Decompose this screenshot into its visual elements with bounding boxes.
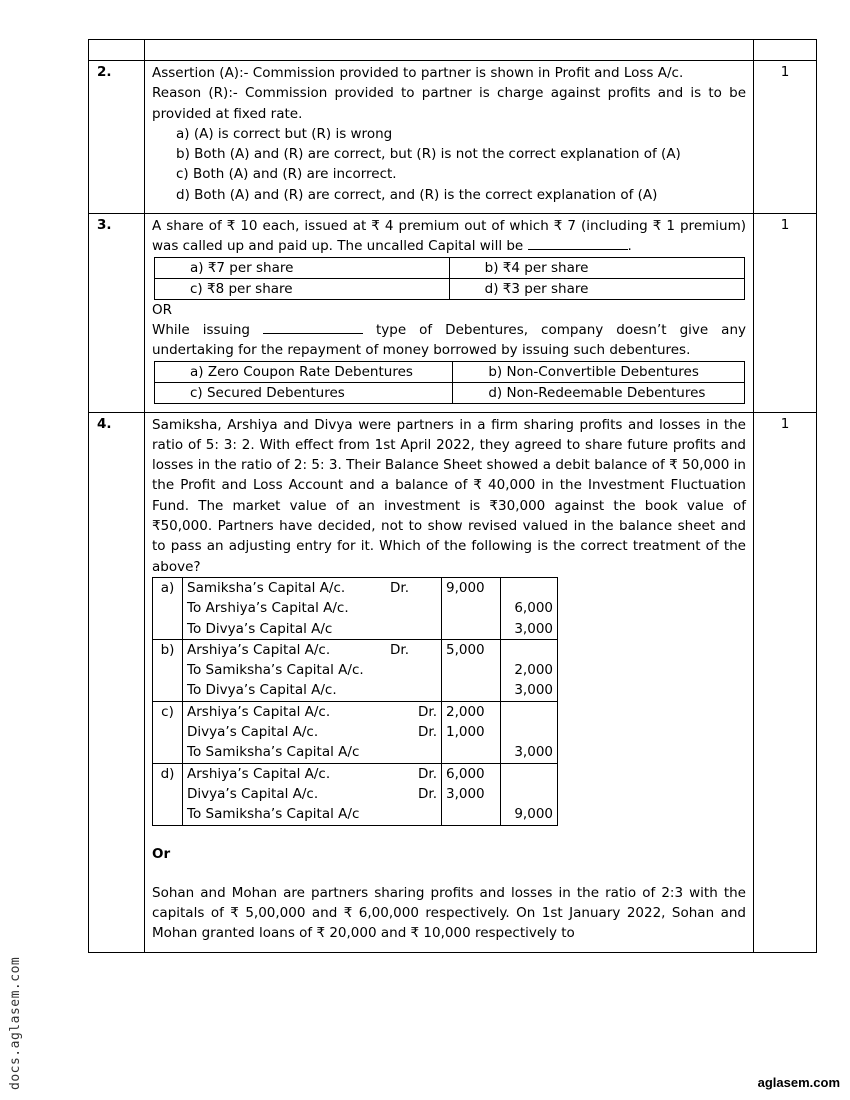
account-name: Divya’s Capital A/c. xyxy=(187,785,319,802)
question-row-4 xyxy=(89,412,817,952)
options-list xyxy=(152,124,746,205)
credit-amount: 6,000 xyxy=(501,598,558,618)
entry-account xyxy=(183,784,442,804)
option-d: d) Non-Redeemable Debentures xyxy=(453,382,745,403)
entry-account xyxy=(183,701,442,722)
account-name: Divya’s Capital A/c. xyxy=(187,724,319,741)
header-marks-cell xyxy=(754,40,817,61)
option-d: d) Both (A) and (R) are correct, and (R) is the correct explanation of (A) xyxy=(176,186,658,203)
journal-entry-line xyxy=(153,742,558,763)
options-table-alt xyxy=(154,361,745,404)
question-body xyxy=(145,214,754,412)
option-b: b) Non-Convertible Debentures xyxy=(453,361,745,382)
journal-entry-line xyxy=(153,804,558,825)
account-name: To Divya’s Capital A/c xyxy=(187,620,333,637)
credit-amount: 3,000 xyxy=(501,742,558,763)
credit-amount xyxy=(501,639,558,660)
question-number: 4. xyxy=(89,412,145,952)
question-stem: Samiksha, Arshiya and Divya were partners in a firm sharing profits and losses in the ratio of 5: 3: 2. With effect from 1st April 2022, they agreed to share future profits and losses in the ratio of 2: 5: 3. Their Balance Sheet showed a debit balance of ₹ 50,000 in the Profit and Loss Account and a balance of ₹ 40,000 in the Investment Fluctuation Fund. The market value of an investment is ₹30,000 against the book value of ₹50,000. Partners have decided, not to show revised valued in the balance sheet and to pass an adjusting entry for it. Which of the following is the correct treatment of the above? xyxy=(152,416,746,575)
question-stem-alt xyxy=(152,320,746,361)
or-separator: Or xyxy=(152,845,171,862)
option-a: a) Zero Coupon Rate Debentures xyxy=(155,361,453,382)
debit-amount: 1,000 xyxy=(442,722,501,742)
entry-account xyxy=(183,619,442,640)
options-table xyxy=(154,257,745,300)
or-separator: OR xyxy=(152,301,173,318)
stem-end: type of Debentures, company doesn’t give any undertaking for the repayment of money borrowed by issuing such debentures. xyxy=(152,321,747,359)
debit-marker: Dr. xyxy=(418,703,437,720)
credit-amount: 3,000 xyxy=(501,619,558,640)
journal-entry-line xyxy=(153,784,558,804)
option-b: b) Both (A) and (R) are correct, but (R) is not the correct explanation of (A) xyxy=(176,146,681,163)
option-a: a) (A) is correct but (R) is wrong xyxy=(176,125,393,142)
option-c: c) ₹8 per share xyxy=(155,278,450,299)
debit-marker: Dr. xyxy=(418,765,437,782)
question-row-2 xyxy=(89,61,817,214)
entry-option-label: c) xyxy=(153,701,183,763)
credit-amount: 3,000 xyxy=(501,680,558,701)
entry-account xyxy=(183,639,442,660)
account-name: To Samiksha’s Capital A/c xyxy=(187,806,360,823)
debit-marker: Dr. xyxy=(390,579,409,596)
entry-account xyxy=(183,660,442,680)
credit-amount xyxy=(501,722,558,742)
answer-blank xyxy=(263,321,363,334)
debit-amount xyxy=(442,619,501,640)
journal-entry-line xyxy=(153,763,558,784)
debit-amount xyxy=(442,598,501,618)
credit-amount: 2,000 xyxy=(501,660,558,680)
account-name: To Samiksha’s Capital A/c. xyxy=(187,662,364,679)
journal-entry-line xyxy=(153,639,558,660)
question-body xyxy=(145,61,754,214)
option-c: c) Both (A) and (R) are incorrect. xyxy=(176,166,397,183)
entry-account xyxy=(183,577,442,598)
stem-end: . xyxy=(627,238,632,255)
entry-option-label: b) xyxy=(153,639,183,701)
entry-account xyxy=(183,804,442,825)
entry-account xyxy=(183,598,442,618)
credit-amount xyxy=(501,701,558,722)
header-question-cell xyxy=(145,40,754,61)
entry-option-label: d) xyxy=(153,763,183,825)
debit-amount: 5,000 xyxy=(442,639,501,660)
account-name: Arshiya’s Capital A/c. xyxy=(187,765,331,782)
header-row xyxy=(89,40,817,61)
credit-amount xyxy=(501,784,558,804)
reason-text: Reason (R):- Commission provided to partner is charge against profits and is to be provided at fixed rate. xyxy=(152,85,746,122)
entry-account xyxy=(183,763,442,784)
option-d: d) ₹3 per share xyxy=(449,278,744,299)
debit-amount xyxy=(442,680,501,701)
header-num-cell xyxy=(89,40,145,61)
journal-entry-line xyxy=(153,598,558,618)
debit-marker: Dr. xyxy=(418,724,437,741)
stem-text: A share of ₹ 10 each, issued at ₹ 4 premium out of which ₹ 7 (including ₹ 1 premium) was called up and paid up. The uncalled Capital will be xyxy=(152,218,746,255)
side-watermark: docs.aglasem.com xyxy=(8,956,23,1090)
marks-cell: 1 xyxy=(754,412,817,952)
option-b: b) ₹4 per share xyxy=(449,257,744,278)
debit-marker: Dr. xyxy=(418,785,437,802)
journal-entry-options xyxy=(152,577,558,826)
entry-account xyxy=(183,680,442,701)
debit-amount xyxy=(442,742,501,763)
debit-marker: Dr. xyxy=(390,641,409,658)
question-body xyxy=(145,412,754,952)
question-row-3 xyxy=(89,214,817,412)
debit-amount xyxy=(442,660,501,680)
question-stem xyxy=(152,216,746,257)
journal-entry-line xyxy=(153,701,558,722)
debit-amount xyxy=(442,804,501,825)
assertion-text: Assertion (A):- Commission provided to partner is shown in Profit and Loss A/c. xyxy=(152,65,684,81)
stem-start: While issuing xyxy=(152,321,250,338)
journal-entry-line xyxy=(153,619,558,640)
entry-account xyxy=(183,742,442,763)
debit-amount: 3,000 xyxy=(442,784,501,804)
account-name: Arshiya’s Capital A/c. xyxy=(187,703,331,720)
question-number: 3. xyxy=(89,214,145,412)
debit-amount: 2,000 xyxy=(442,701,501,722)
debit-amount: 6,000 xyxy=(442,763,501,784)
question-table xyxy=(88,39,817,953)
credit-amount xyxy=(501,763,558,784)
journal-entry-line xyxy=(153,660,558,680)
account-name: To Samiksha’s Capital A/c xyxy=(187,744,360,761)
credit-amount: 9,000 xyxy=(501,804,558,825)
credit-amount xyxy=(501,577,558,598)
journal-entry-line xyxy=(153,680,558,701)
question-number: 2. xyxy=(89,61,145,214)
journal-entry-line xyxy=(153,722,558,742)
option-a: a) ₹7 per share xyxy=(155,257,450,278)
journal-entry-line xyxy=(153,577,558,598)
account-name: To Divya’s Capital A/c. xyxy=(187,682,337,699)
entry-account xyxy=(183,722,442,742)
entry-option-label: a) xyxy=(153,577,183,639)
marks-cell: 1 xyxy=(754,214,817,412)
answer-blank xyxy=(528,237,628,250)
marks-cell: 1 xyxy=(754,61,817,214)
account-name: Arshiya’s Capital A/c. xyxy=(187,641,331,658)
debit-amount: 9,000 xyxy=(442,577,501,598)
option-c: c) Secured Debentures xyxy=(155,382,453,403)
alternate-question-stem: Sohan and Mohan are partners sharing profits and losses in the ratio of 2:3 with the capitals of ₹ 5,00,000 and ₹ 6,00,000 respectively. On 1st January 2022, Sohan and Mohan granted loans of ₹ 20,000 and ₹ 10,000 respectively to xyxy=(152,884,746,942)
account-name: Samiksha’s Capital A/c. xyxy=(187,579,346,596)
account-name: To Arshiya’s Capital A/c. xyxy=(187,600,349,617)
footer-brand: aglasem.com xyxy=(757,1075,840,1090)
